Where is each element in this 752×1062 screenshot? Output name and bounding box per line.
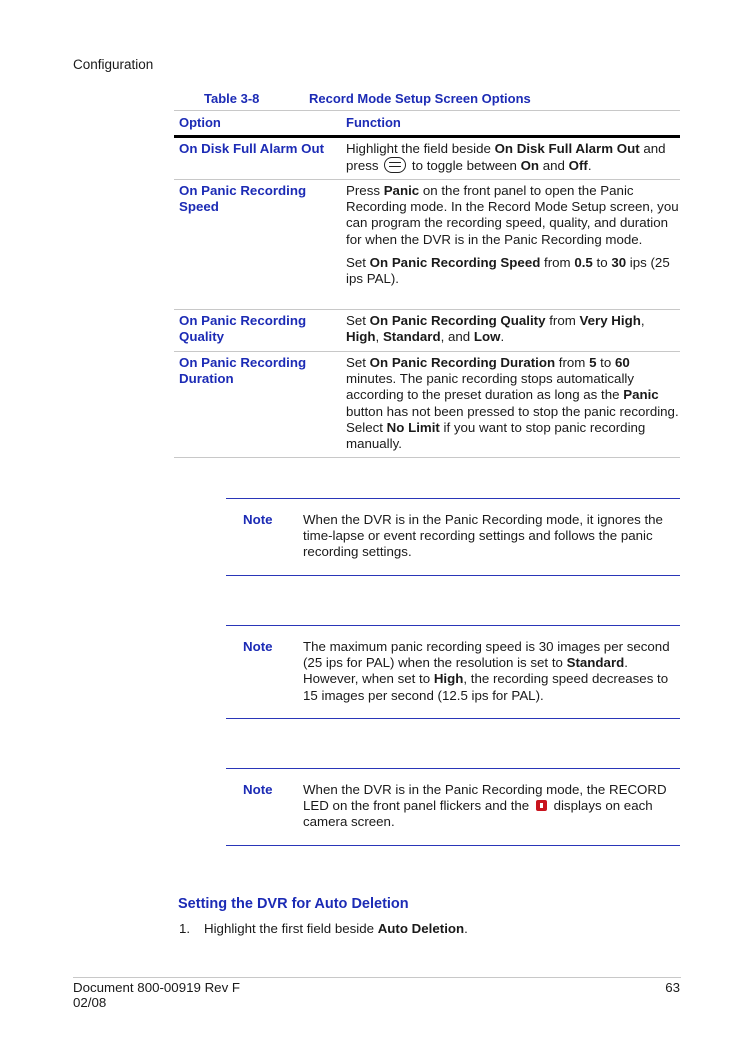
table-header-rule <box>174 135 680 138</box>
note-label: Note <box>243 639 273 654</box>
record-indicator-icon <box>536 800 547 811</box>
document-date: 02/08 <box>73 995 107 1010</box>
option-on-panic-recording-quality: On Panic Recording Quality <box>179 313 307 345</box>
note-top-rule <box>226 768 680 769</box>
function-on-panic-recording-quality: Set On Panic Recording Quality from Very High, High, Standard, and Low. <box>346 313 645 345</box>
page-number: 63 <box>665 980 680 995</box>
document-number: Document 800-00919 Rev F <box>73 980 241 995</box>
note-text: When the DVR is in the Panic Recording mode, it ignores the time-lapse or event recording settings and follows the panic recording settings. <box>303 512 663 560</box>
function-on-panic-recording-speed: Press Panic on the front panel to open the Panic Recording mode. In the Record Mode Setup screen, you can program the recording speed, quality, and duration for when the DVR is in the Panic Recording mode. Set On Panic Recording Speed from 0.5 to 30 ips (25 ips PAL). <box>346 183 679 287</box>
function-on-disk-full-alarm-out: Highlight the field beside On Disk Full Alarm Out and press to toggle between On and Off. <box>346 141 666 174</box>
table-bottom-rule <box>174 457 680 458</box>
note-text: The maximum panic recording speed is 30 images per second (25 ips for PAL) when the resolution is set to Standard. However, when set to High, the recording speed decreases to 15 images per second (12.5 ips for PAL). <box>303 639 670 703</box>
note-bottom-rule <box>226 718 680 719</box>
running-header: Configuration <box>73 57 154 72</box>
note-text: When the DVR is in the Panic Recording mode, the RECORD LED on the front panel flickers and the displays on each camera screen. <box>303 782 667 830</box>
row-divider <box>174 309 680 310</box>
menu-key-icon <box>384 157 406 173</box>
section-heading: Setting the DVR for Auto Deletion <box>178 896 409 912</box>
option-on-panic-recording-duration: On Panic Recording Duration <box>179 355 307 387</box>
note-label: Note <box>243 782 273 797</box>
step-item <box>179 921 468 936</box>
step-number: 1. <box>179 921 191 936</box>
note-top-rule <box>226 625 680 626</box>
option-on-panic-recording-speed: On Panic Recording Speed <box>179 183 307 215</box>
row-divider <box>174 351 680 352</box>
note-bottom-rule <box>226 845 680 846</box>
note-bottom-rule <box>226 575 680 576</box>
table-caption <box>204 91 531 106</box>
footer-rule <box>73 977 681 978</box>
table-title: Record Mode Setup Screen Options <box>309 91 531 106</box>
column-header-function: Function <box>346 115 401 130</box>
column-header-option: Option <box>179 115 221 130</box>
footer-document-info <box>73 980 240 1010</box>
row-divider <box>174 179 680 180</box>
note-top-rule <box>226 498 680 499</box>
table-number: Table 3-8 <box>204 91 260 106</box>
note-label: Note <box>243 512 273 527</box>
table-top-rule <box>174 110 680 111</box>
step-text: Highlight the first field beside Auto Deletion. <box>204 921 468 936</box>
function-on-panic-recording-duration: Set On Panic Recording Duration from 5 to 60 minutes. The panic recording stops automatically according to the preset duration as long as the Panic button has not been pressed to stop the panic recording. Select No Limit if you want to stop panic recording manually. <box>346 355 679 452</box>
option-on-disk-full-alarm-out: On Disk Full Alarm Out <box>179 141 325 156</box>
